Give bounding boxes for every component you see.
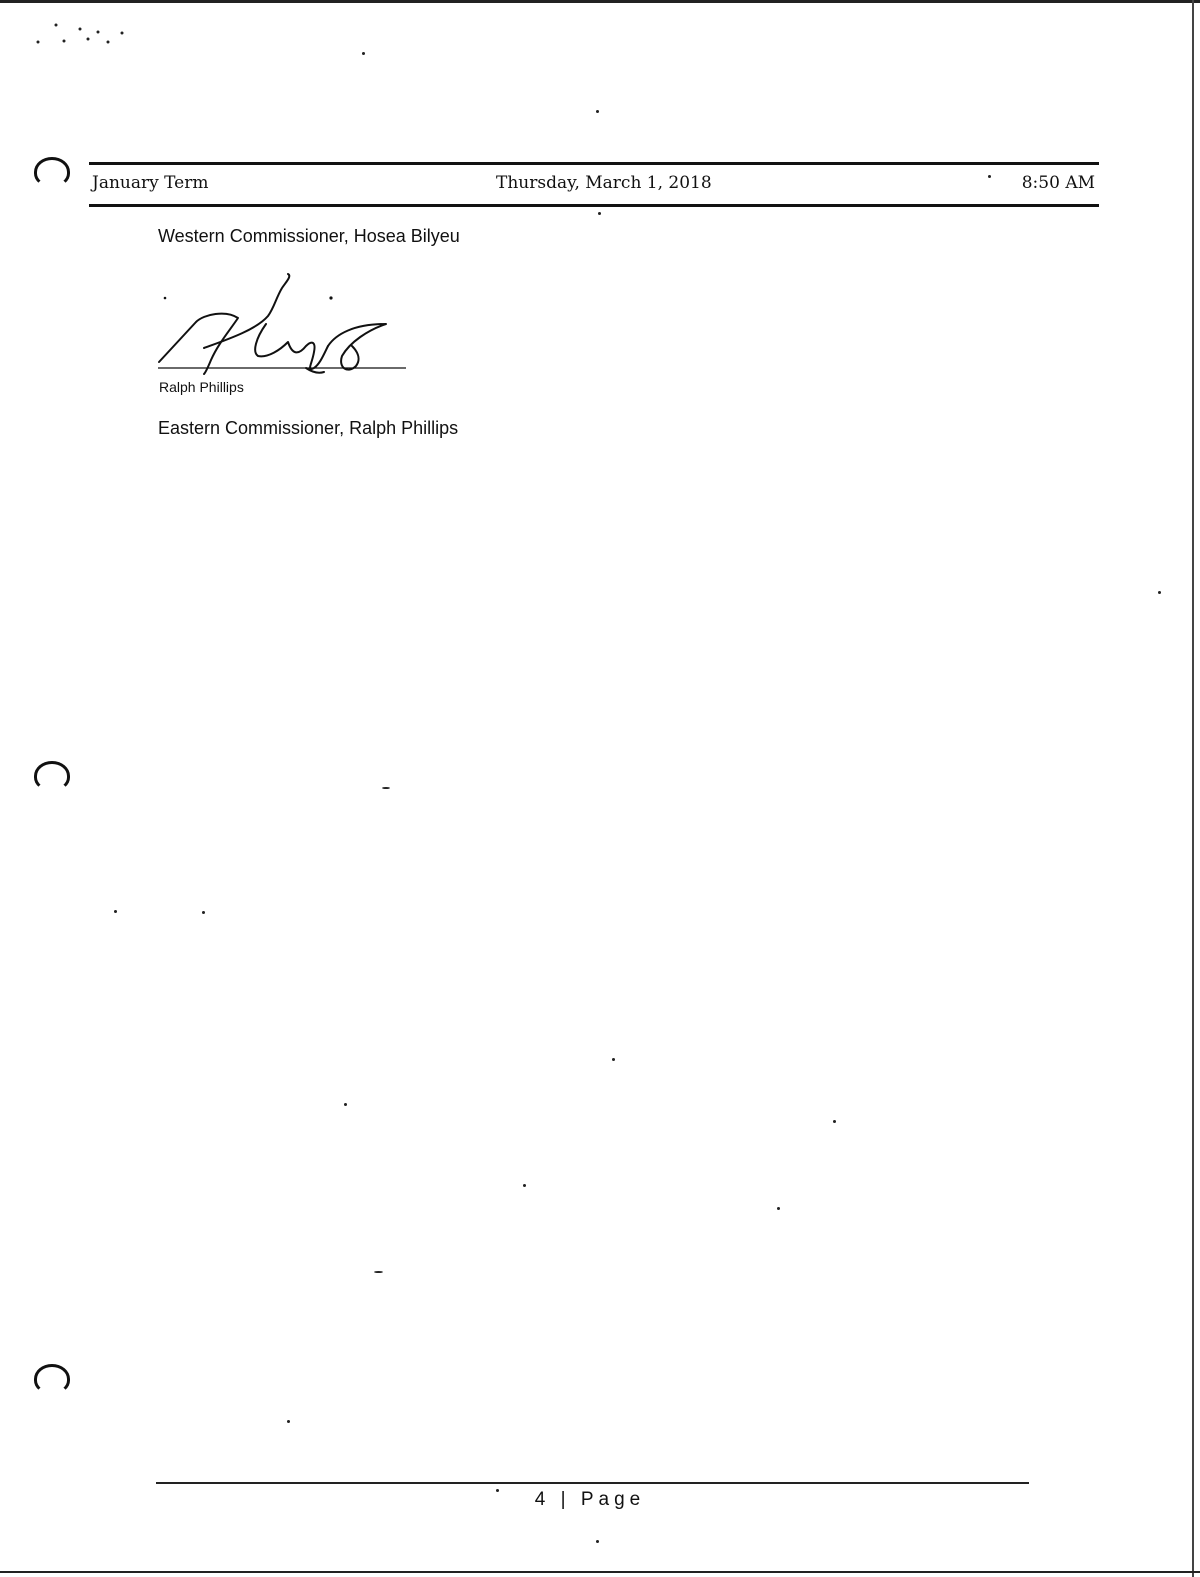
speck xyxy=(382,787,390,789)
speck xyxy=(362,52,365,55)
header-top-rule xyxy=(89,162,1099,165)
punch-hole-top xyxy=(34,157,70,187)
header-term: January Term xyxy=(92,173,209,193)
speck xyxy=(344,1103,347,1106)
page-number: 4 xyxy=(534,1489,551,1510)
page-border-right xyxy=(1192,0,1194,1577)
speck xyxy=(598,212,601,215)
eastern-commissioner-line: Eastern Commissioner, Ralph Phillips xyxy=(158,418,459,438)
footer-rule xyxy=(156,1482,1029,1484)
page-separator: | xyxy=(550,1489,581,1510)
handwritten-signature xyxy=(156,268,416,380)
speck xyxy=(612,1058,615,1061)
punch-hole-bottom xyxy=(34,1364,70,1394)
speck xyxy=(114,910,117,913)
western-commissioner-line: Western Commissioner, Hosea Bilyeu xyxy=(158,226,460,246)
speck xyxy=(287,1420,290,1423)
page-border-bottom xyxy=(0,1571,1200,1573)
speck xyxy=(596,110,599,113)
speck xyxy=(374,1271,383,1273)
speck xyxy=(596,1540,599,1543)
header-date: Thursday, March 1, 2018 xyxy=(496,173,712,193)
page-border-top xyxy=(0,0,1200,3)
speck xyxy=(202,911,205,914)
header-time: 8:50 AM xyxy=(1021,173,1095,193)
scan-noise-marks xyxy=(30,20,140,50)
speck xyxy=(523,1184,526,1187)
page-footer xyxy=(0,1489,1180,1511)
signature-caption: Ralph Phillips xyxy=(159,379,244,395)
speck xyxy=(1158,591,1161,594)
punch-hole-middle xyxy=(34,761,70,791)
speck xyxy=(833,1120,836,1123)
page-label: Page xyxy=(580,1489,646,1510)
speck xyxy=(988,175,991,178)
speck xyxy=(777,1207,780,1210)
header-bottom-rule xyxy=(89,204,1099,207)
